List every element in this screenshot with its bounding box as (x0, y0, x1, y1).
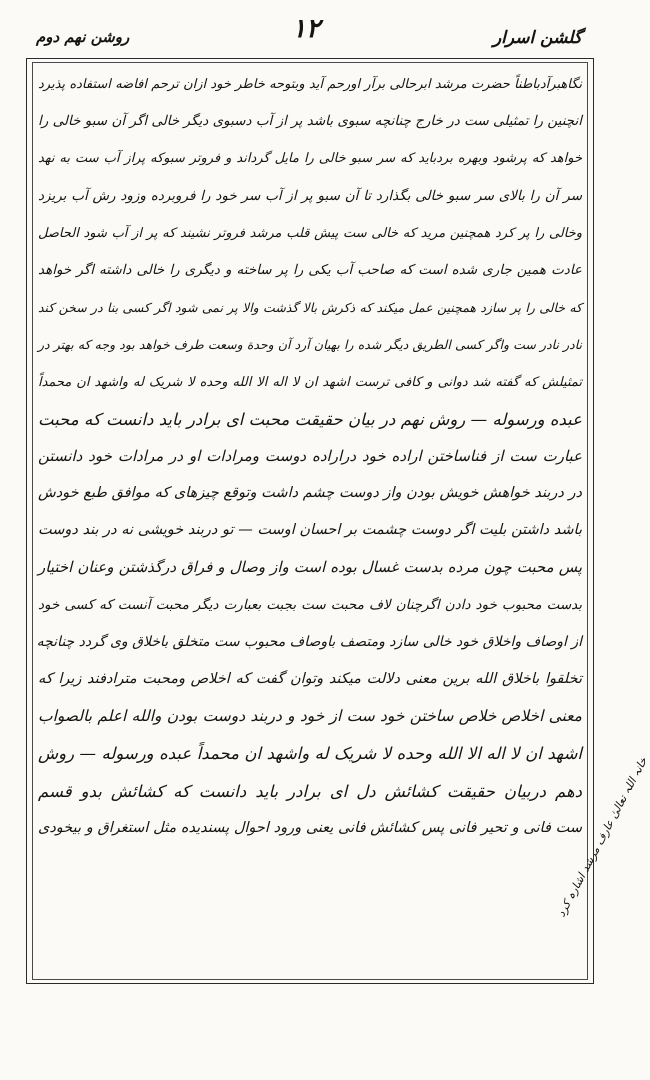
text-line: عبده ورسوله — روش نهم در بیان حقیقت محبت ای برادر باید دانست که محبت (38, 409, 582, 429)
text-line: باشد داشتن بلیت اگر دوست چشمت بر احسان اوست — تو دربند خویشی نه در بند دوست (38, 522, 582, 539)
text-line: معنی اخلاص خلاص ساختن خود ست از خود و دربند دوست بودن والله اعلم بالصواب (38, 707, 582, 726)
text-line: ست فانی و تحیر فانی پس کشائش فانی یعنی ورود احوال پسندیده مثل استغراق و بیخودی (38, 819, 582, 836)
text-line: بدست محبوب خود دادن اگرچنان لاف محبت ست بجبت بعبارت دیگر محبت آنست که کسی خود (38, 596, 582, 613)
text-line: تخلقوا باخلاق الله برین معنی دلالت میکند وتوان گفت که اخلاص ومحبت مترادفند زیرا که (38, 671, 582, 687)
text-line: در دربند خواهش خویش بودن واز دوست چشم داشت وتوقع چیزهای که موافق طبع خودش (38, 485, 582, 502)
text-line: تمثیلش که گفته شد دوانی و کافی ترست اشهد ان لا اله الا الله وحده لا شریک له واشهد ان محمداً (38, 374, 582, 390)
margin-note-text: خانہ اللہ تعالیٰ عارف مرشد اشارہ کرد (554, 755, 650, 919)
body-text (38, 66, 582, 976)
margin-note (554, 755, 650, 919)
text-line: که خالی را پر سازد همچنین عمل میکند که ذکرش بالا گذشت والا پر نمی شود اگر کسی بنا در سخن کند (38, 300, 582, 316)
text-line: عبارت ست از فناساختن اراده خود دراراده دوست ومرادات او در مرادات خود دانستن (38, 446, 582, 465)
text-line: از اوصاف واخلاق خود خالی سازد ومتصف باوصاف محبوب ست متخلق باخلاق وی گردد چنانچه (36, 633, 582, 650)
header-title: گلشن اسرار (492, 28, 582, 48)
header-section: روشن نهم دوم (36, 28, 130, 46)
text-line: پس محبت چون مرده بدست غسال بوده است واز وصال و فراق درگذشتن وعنان اختیار (38, 558, 582, 577)
text-line: وخالی را پر کرد همچنین مرید که خالی ست پیش قلب مرشد فروتر نشیند که پر از آب شود الحاصل (38, 225, 582, 241)
text-line: عادت همین جاری شده است که صاحب آب یکی را پر ساخته و دیگری را خالی داشته اگر خواهد (38, 261, 582, 278)
text-line: انچنین را تمثیلی ست در خارج چنانچه سبوی باشد پر از آب دسبوی دیگر خالی اگر آن سبو خالی را (38, 113, 582, 130)
text-line: سر آن را بالای سر سبو خالی بگذارد تا آن سبو پر از آب سر خود را فروبرده وزود رش آب بریزد (38, 187, 582, 204)
page-number: ۱۲ (292, 14, 320, 44)
running-header (34, 14, 590, 58)
text-line: خواهد که پرشود وبهره بردباید که سر سبو خالی را مایل گرداند و فروتر سبوکه پراز آب ست به نهد (38, 151, 582, 167)
text-line: نادر نادر ست واگر کسی الطریق دیگر شده را بهیان آرد آن وحدة وسعت طرف خواهد بود وجه که بهتر در (38, 337, 582, 353)
text-line: دهم دربیان حقیقت کشائش دل ای برادر باید دانست که کشائش بدو قسم (38, 781, 582, 801)
text-line: اشهد ان لا اله الا الله وحده لا شریک له واشهد ان محمداً عبده ورسوله — روش (38, 744, 582, 764)
text-line: نگاهبرآدباطناً حضرت مرشد ابرحالی برآر اورحم آید وبتوحه خاطر خود ازان ترحم افاضه استفاده پذیرد (38, 77, 582, 92)
